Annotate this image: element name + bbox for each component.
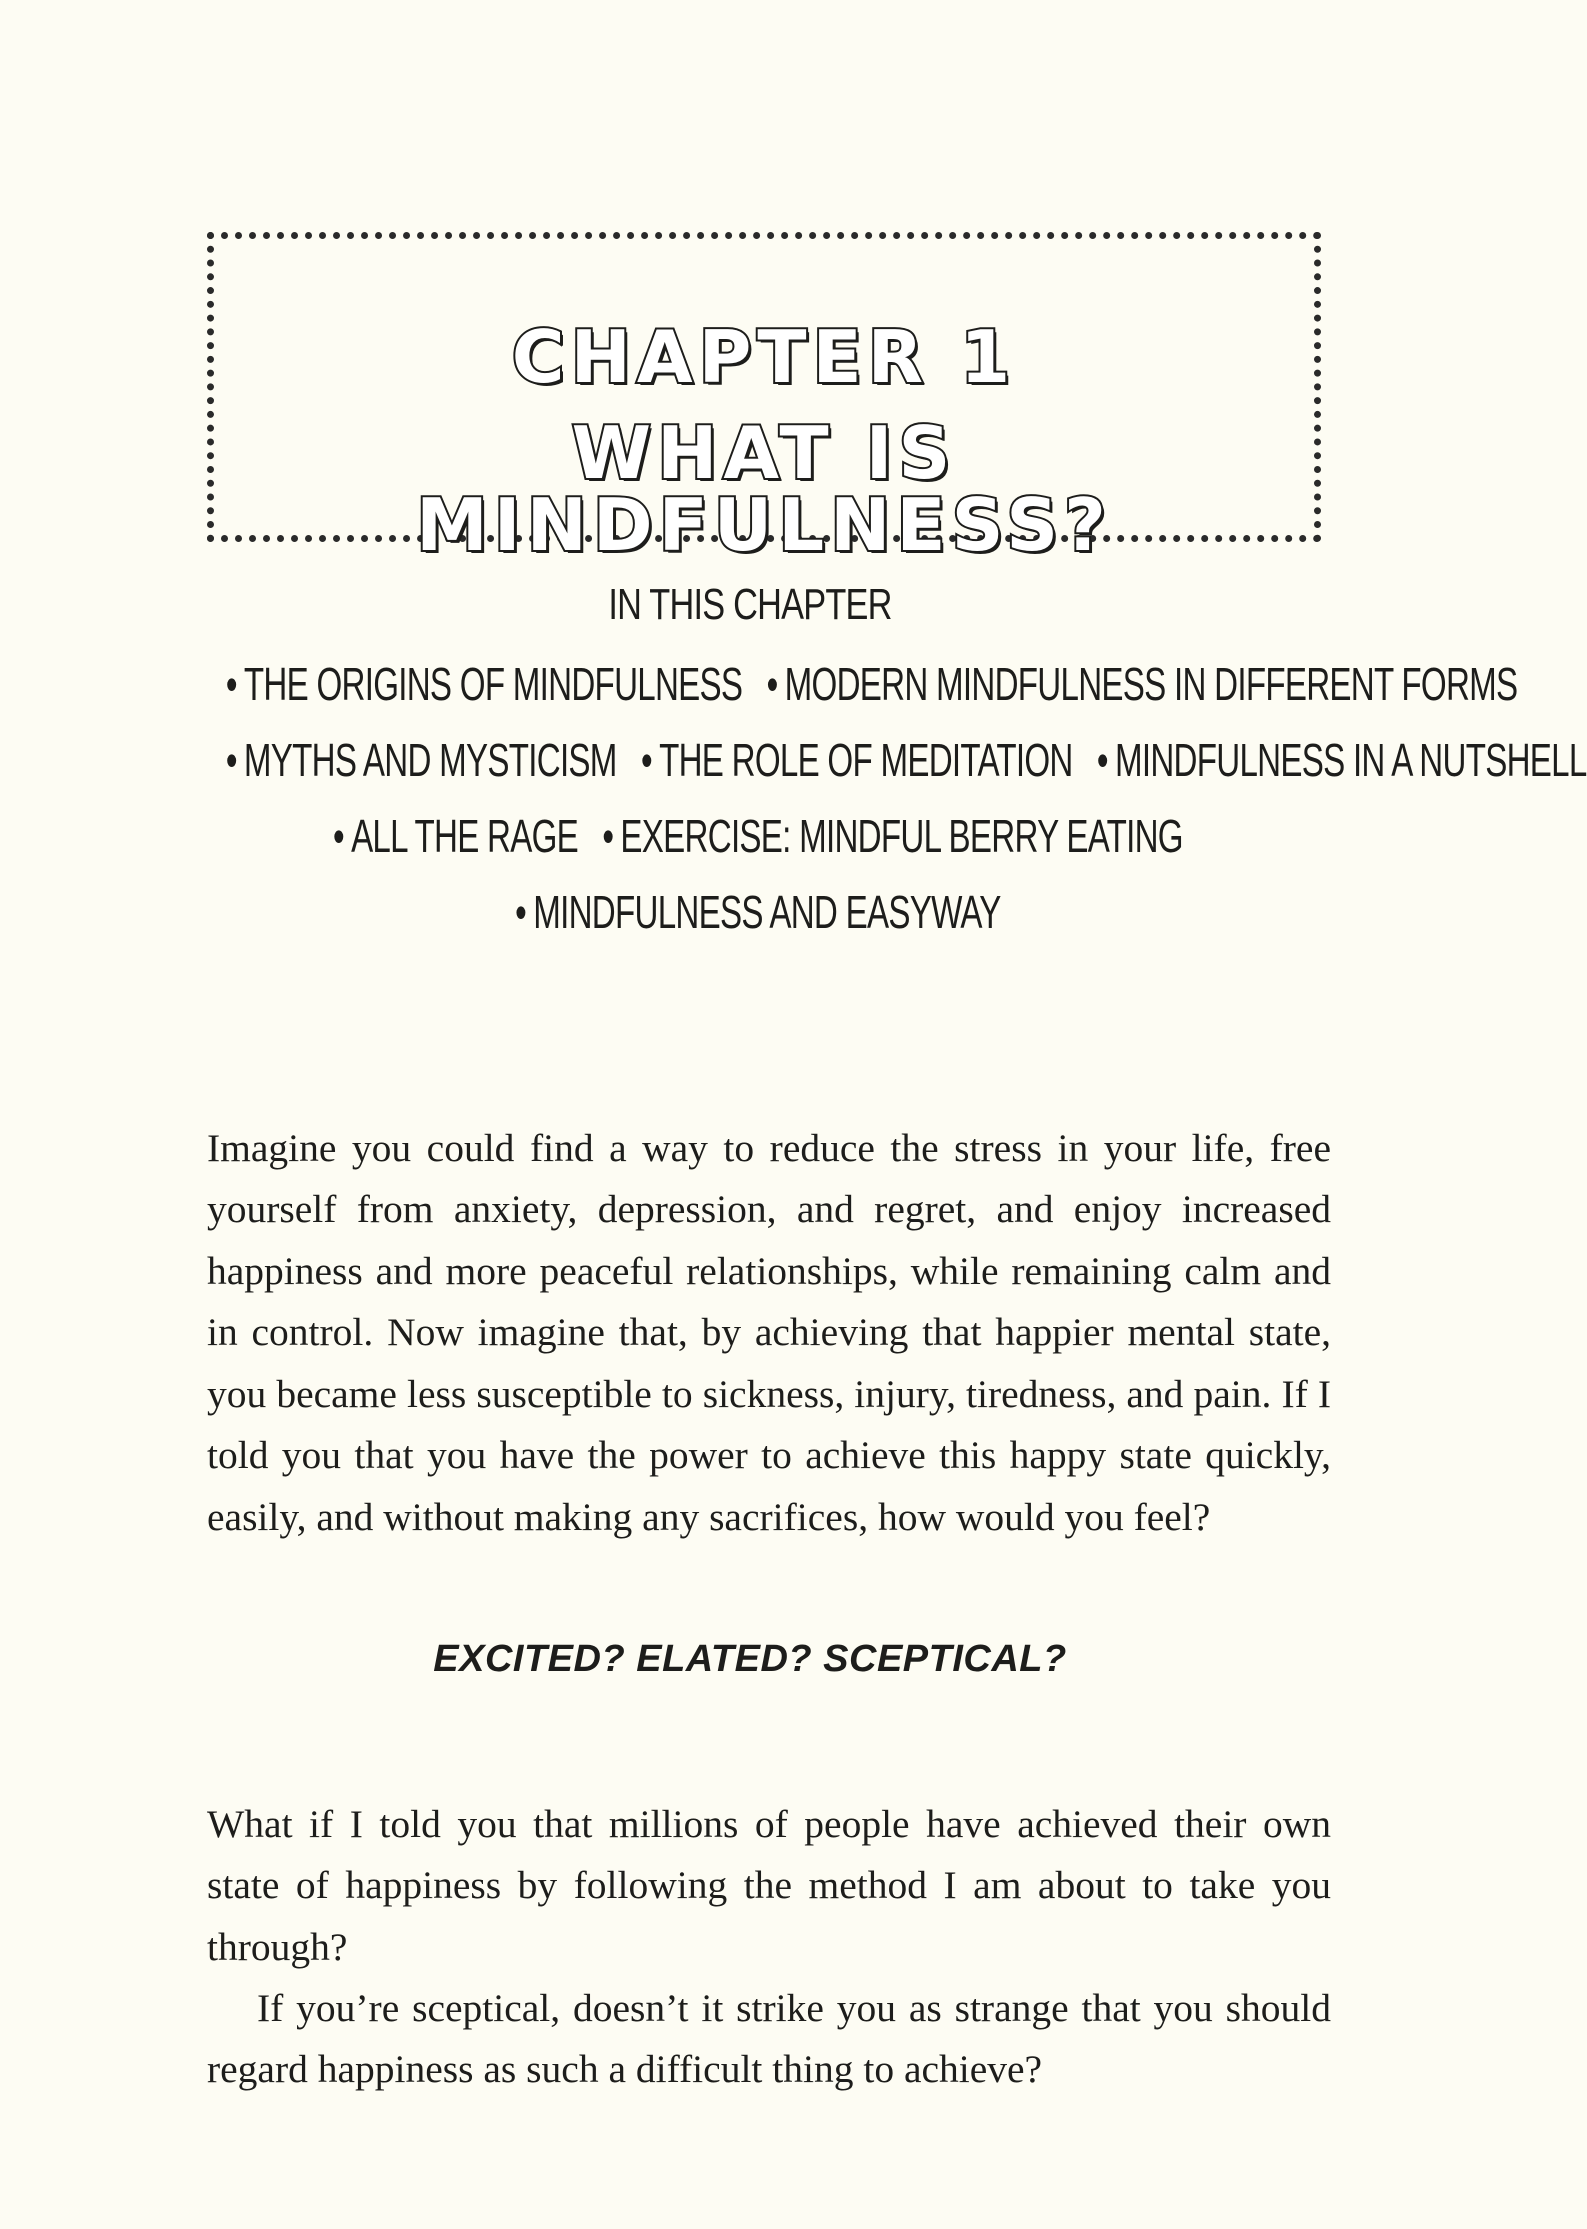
bullet-icon: •: [332, 810, 344, 862]
topic-line: [210, 874, 1290, 950]
topic-line: [210, 722, 1587, 798]
bullet-icon: •: [1096, 734, 1108, 786]
body-paragraph: Imagine you could find a way to reduce the stress in your life, free yourself from anxiety, depression, and regret, and enjoy increased happiness and more peaceful relationships, while remaining calm and in control. Now imagine that, by achieving that happier mental state, you became less susceptible to sickness, injury, tiredness, and pain. If I told you that you have the power to achieve this happy state quickly, easily, and without making any sacrifices, how would you feel?: [207, 1125, 1331, 1539]
bullet-icon: •: [766, 658, 778, 710]
body-paragraph: If you’re sceptical, doesn’t it strike you as strange that you should regard happiness as such a difficult thing to achieve?: [207, 1985, 1331, 2091]
topic-item: EXERCISE: MINDFUL BERRY EATING: [620, 810, 1183, 862]
emphasis-line: EXCITED? ELATED? SCEPTICAL?: [433, 1638, 1067, 1680]
topic-item: ALL THE RAGE: [351, 810, 579, 862]
body-paragraph: What if I told you that millions of people have achieved their own state of happiness by following the method I am about to take you through?: [207, 1801, 1331, 1969]
topic-item: MINDFULNESS AND EASYWAY: [533, 886, 1001, 938]
chapter-heading-box: [207, 232, 1321, 567]
bullet-icon: •: [602, 810, 614, 862]
bullet-icon: •: [515, 886, 527, 938]
bullet-icon: •: [225, 658, 237, 710]
topic-item: MYTHS AND MYSTICISM: [243, 734, 617, 786]
bullet-icon: •: [225, 734, 237, 786]
chapter-topics-list: [0, 646, 1587, 950]
bullet-icon: •: [640, 734, 652, 786]
topic-line: [210, 798, 1290, 874]
topic-item: THE ROLE OF MEDITATION: [659, 734, 1073, 786]
chapter-title: WHAT IS MINDFULNESS?: [416, 411, 1112, 567]
topic-line: [210, 646, 1518, 722]
chapter-number: CHAPTER 1: [511, 315, 1017, 399]
in-this-chapter-heading: IN THIS CHAPTER: [608, 580, 892, 629]
topic-item: MINDFULNESS IN A NUTSHELL: [1114, 734, 1587, 786]
topic-item: THE ORIGINS OF MINDFULNESS: [243, 658, 743, 710]
topic-item: MODERN MINDFULNESS IN DIFFERENT FORMS: [784, 658, 1518, 710]
